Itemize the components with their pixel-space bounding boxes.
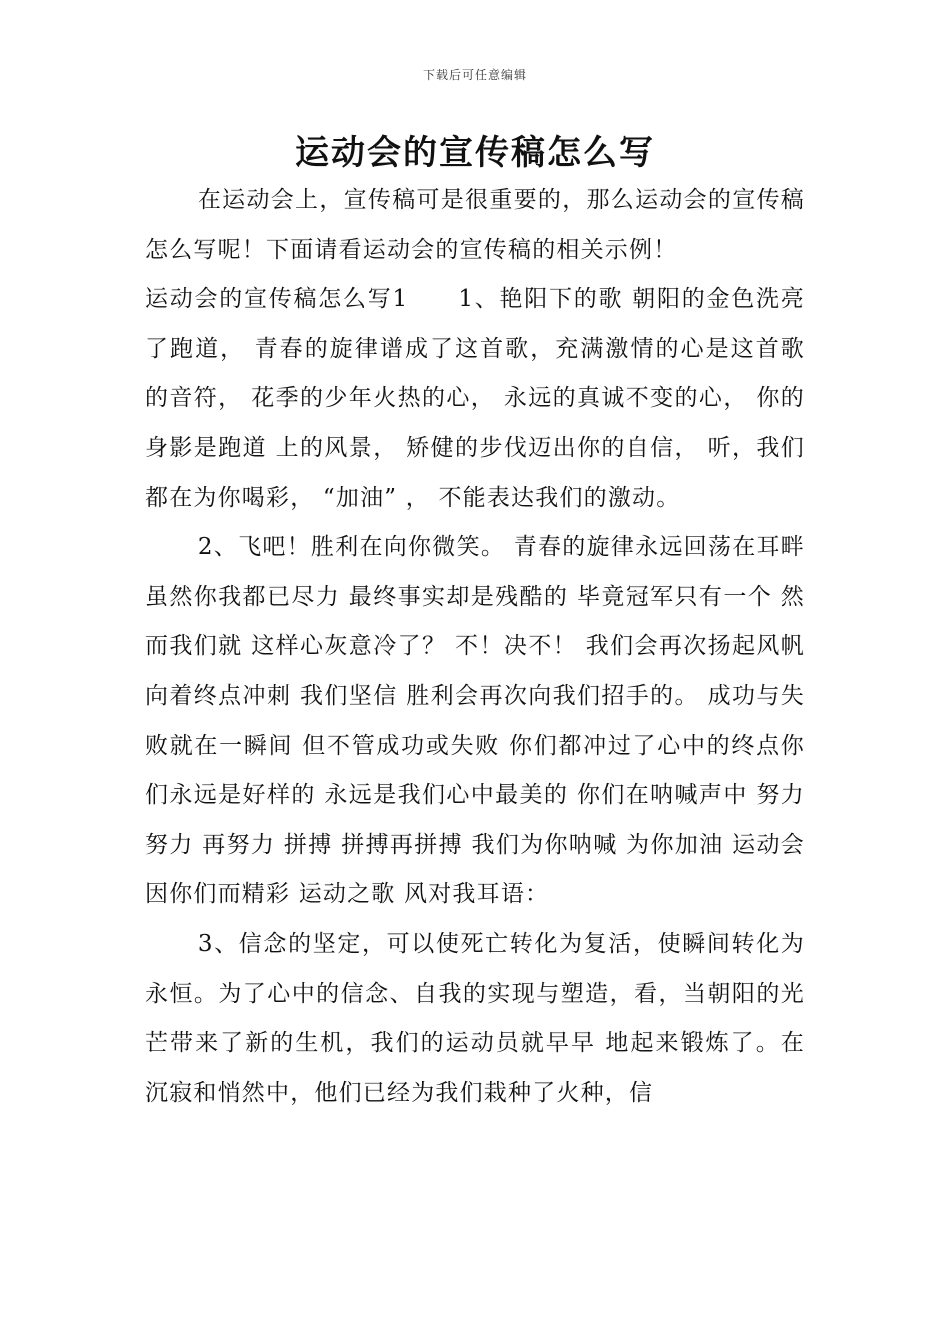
header-note: 下载后可任意编辑 bbox=[422, 68, 527, 82]
document-body bbox=[145, 176, 805, 1118]
example-2-paragraph: 2、飞吧！胜利在向你微笑。 青春的旋律永远回荡在耳畔 虽然你我都已尽力 最终事实却是残酷的 毕竟冠军只有一个 然而我们就 这样心灰意冷了？ 不！决不！ 我们会再次扬起风帆向着终点冲刺 我们坚信 胜利会再次向我们招手的。 成功与失败就在一瞬间 但不管成功或失败 你们都冲过了心中的终点你 们永远是好样的 永远是我们心中最美的 你们在呐喊声中 努力 努力 再努力 拼搏 拼搏再拼搏 我们为你呐喊 为你加油 运动会因你们而精彩 运动之歌 风对我耳语： bbox=[145, 534, 805, 908]
intro-paragraph: 在运动会上，宣传稿可是很重要的，那么运动会的宣传稿怎么写呢！下面请看运动会的宣传稿的相关示例！ bbox=[145, 187, 805, 263]
example-1-paragraph: 运动会的宣传稿怎么写1 1、艳阳下的歌 朝阳的金色洗亮了跑道， 青春的旋律谱成了这首歌，充满激情的心是这首歌的音符， 花季的少年火热的心， 永远的真诚不变的心， 你的身影是跑道 上的风景， 矫健的步伐迈出你的自信， 听，我们都在为你喝彩， “加油” ， 不能表达我们的激动。 bbox=[145, 286, 805, 511]
example-3-paragraph: 3、信念的坚定，可以使死亡转化为复活，使瞬间转化为永恒。为了心中的信念、自我的实现与塑造，看，当朝阳的光芒带来了新的生机，我们的运动员就早早 地起来锻炼了。在沉寂和悄然中，他们已经为我们栽种了火种，信 bbox=[145, 930, 805, 1106]
document-title: 运动会的宣传稿怎么写 bbox=[295, 133, 655, 173]
